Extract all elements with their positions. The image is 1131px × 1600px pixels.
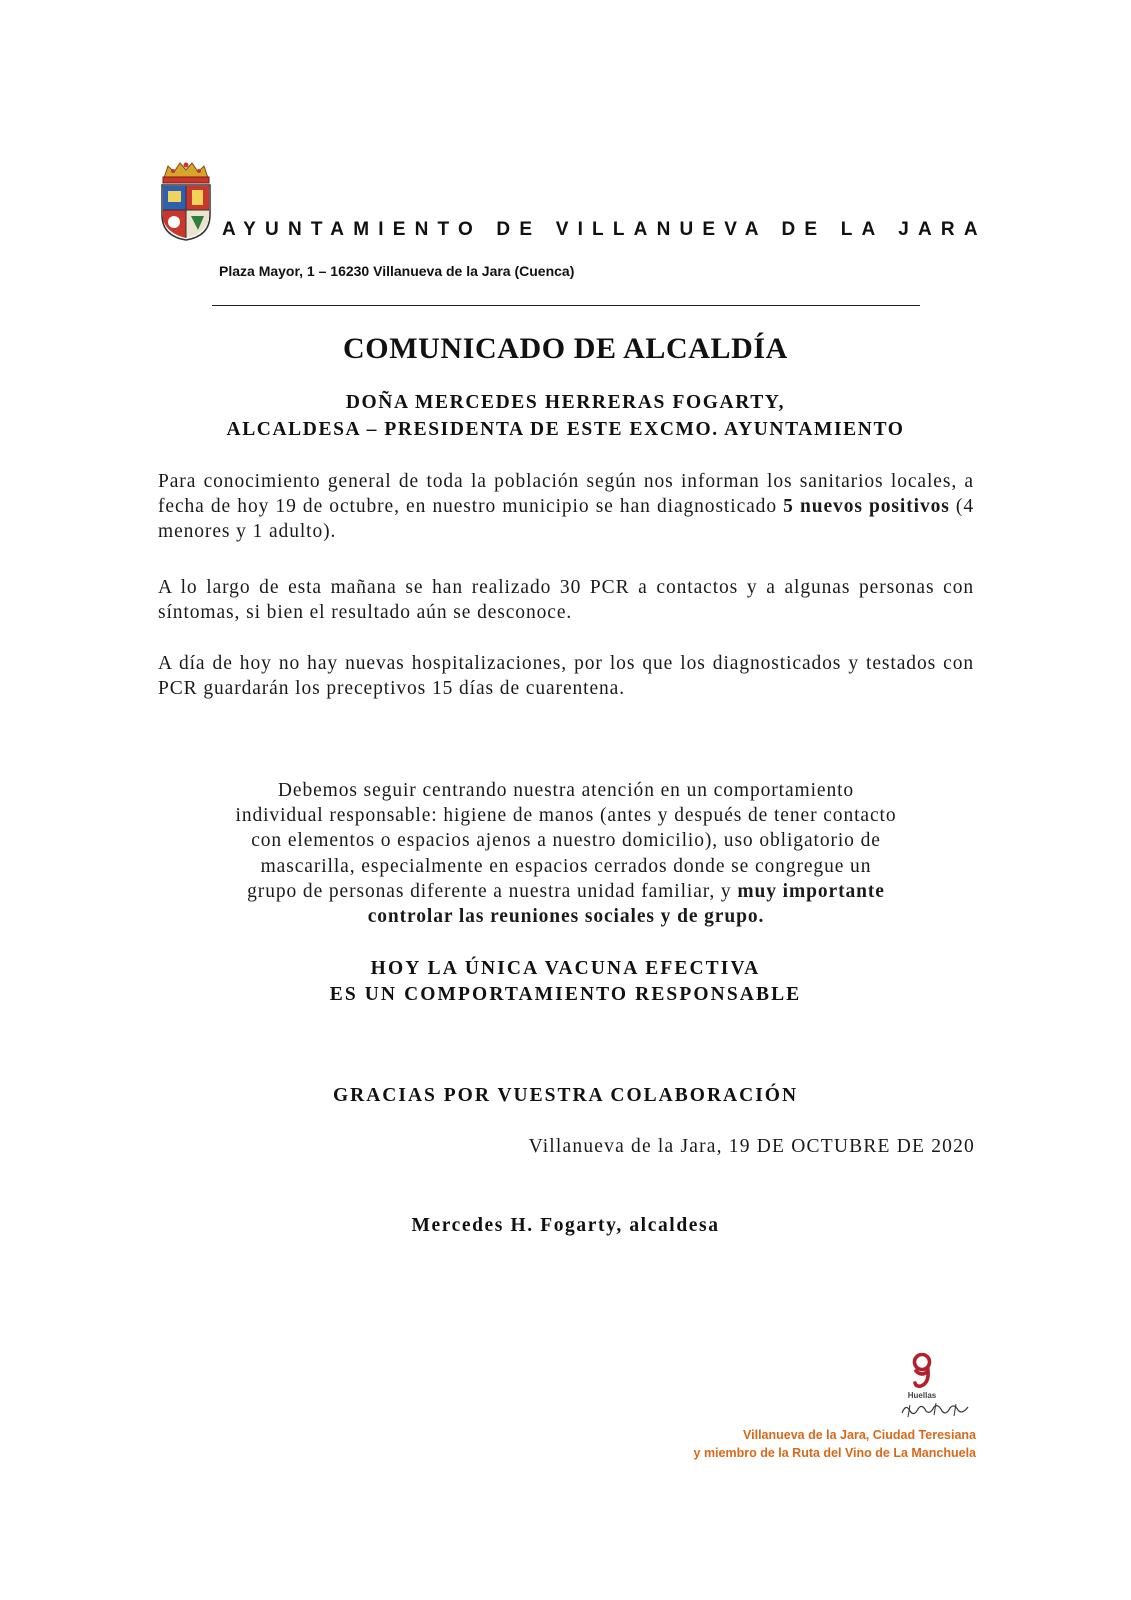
advice-line: Debemos seguir centrando nuestra atención en un comportamiento <box>277 780 855 801</box>
paragraph-cases <box>158 469 974 544</box>
slogan-line: ES UN COMPORTAMIENTO RESPONSABLE <box>329 984 802 1005</box>
advice-emphasis-line: controlar las reuniones sociales y de grupo. <box>367 906 765 928</box>
author-role: ALCALDESA – PRESIDENTA DE ESTE EXCMO. AYUNTAMIENTO <box>226 419 905 440</box>
place-date: Villanueva de la Jara, 19 DE OCTUBRE DE 2020 <box>528 1136 975 1157</box>
footer-line: Villanueva de la Jara, Ciudad Teresiana <box>743 1428 976 1442</box>
paragraph-hospitalizations <box>158 651 974 701</box>
paragraph-pcr <box>158 575 974 625</box>
slogan-line: HOY LA ÚNICA VACUNA EFECTIVA <box>370 958 761 979</box>
paragraph-hospitalizations-text: A día de hoy no hay nuevas hospitalizaciones, por los que los diagnosticados y testados con PCR guardarán los preceptivos 15 días de cuarentena. <box>158 653 974 699</box>
advice-line: con elementos o espacios ajenos a nuestro domicilio), uso obligatorio de <box>251 830 881 852</box>
organization-name: AYUNTAMIENTO DE VILLANUEVA DE LA JARA <box>222 219 987 240</box>
advice-line-text: grupo de personas diferente a nuestra unidad familiar, y <box>247 880 738 902</box>
advice-line: mascarilla, especialmente en espacios cerrados donde se congregue un <box>260 855 872 877</box>
advice-line <box>158 879 974 904</box>
svg-text:Huellas: Huellas <box>907 1391 937 1400</box>
document-title: COMUNICADO DE ALCALDÍA <box>343 332 788 365</box>
new-positives-count: 5 nuevos positivos <box>783 496 950 517</box>
paragraph-pcr-text: A lo largo de esta mañana se han realizado 30 PCR a contactos y a algunas personas con síntomas, si bien el resultado aún se desconoce. <box>158 577 974 623</box>
paragraph-cases-detail: (4 menores y 1 adulto). <box>158 496 974 542</box>
paragraph-cases-text: Para conocimiento general de toda la población según nos informan los sanitarios locales, a fecha de hoy 19 de octubre, en nuestro municipio se han diagnosticado <box>158 471 974 517</box>
letterhead-divider <box>212 305 920 306</box>
author-name: DOÑA MERCEDES HERRERAS FOGARTY, <box>345 392 786 413</box>
organization-address: Plaza Mayor, 1 – 16230 Villanueva de la Jara (Cuenca) <box>219 263 575 279</box>
paragraph-advice <box>158 778 974 929</box>
footer-line: y miembro de la Ruta del Vino de La Manchuela <box>693 1446 976 1460</box>
advice-emphasis: muy importante <box>737 880 885 902</box>
huellas-footprint-logo-icon <box>896 1353 978 1421</box>
crest-icon <box>158 160 214 242</box>
thanks-heading: GRACIAS POR VUESTRA COLABORACIÓN <box>332 1085 799 1106</box>
advice-line: individual responsable: higiene de manos (antes y después de tener contacto <box>235 805 897 827</box>
signature: Mercedes H. Fogarty, alcaldesa <box>411 1215 720 1236</box>
